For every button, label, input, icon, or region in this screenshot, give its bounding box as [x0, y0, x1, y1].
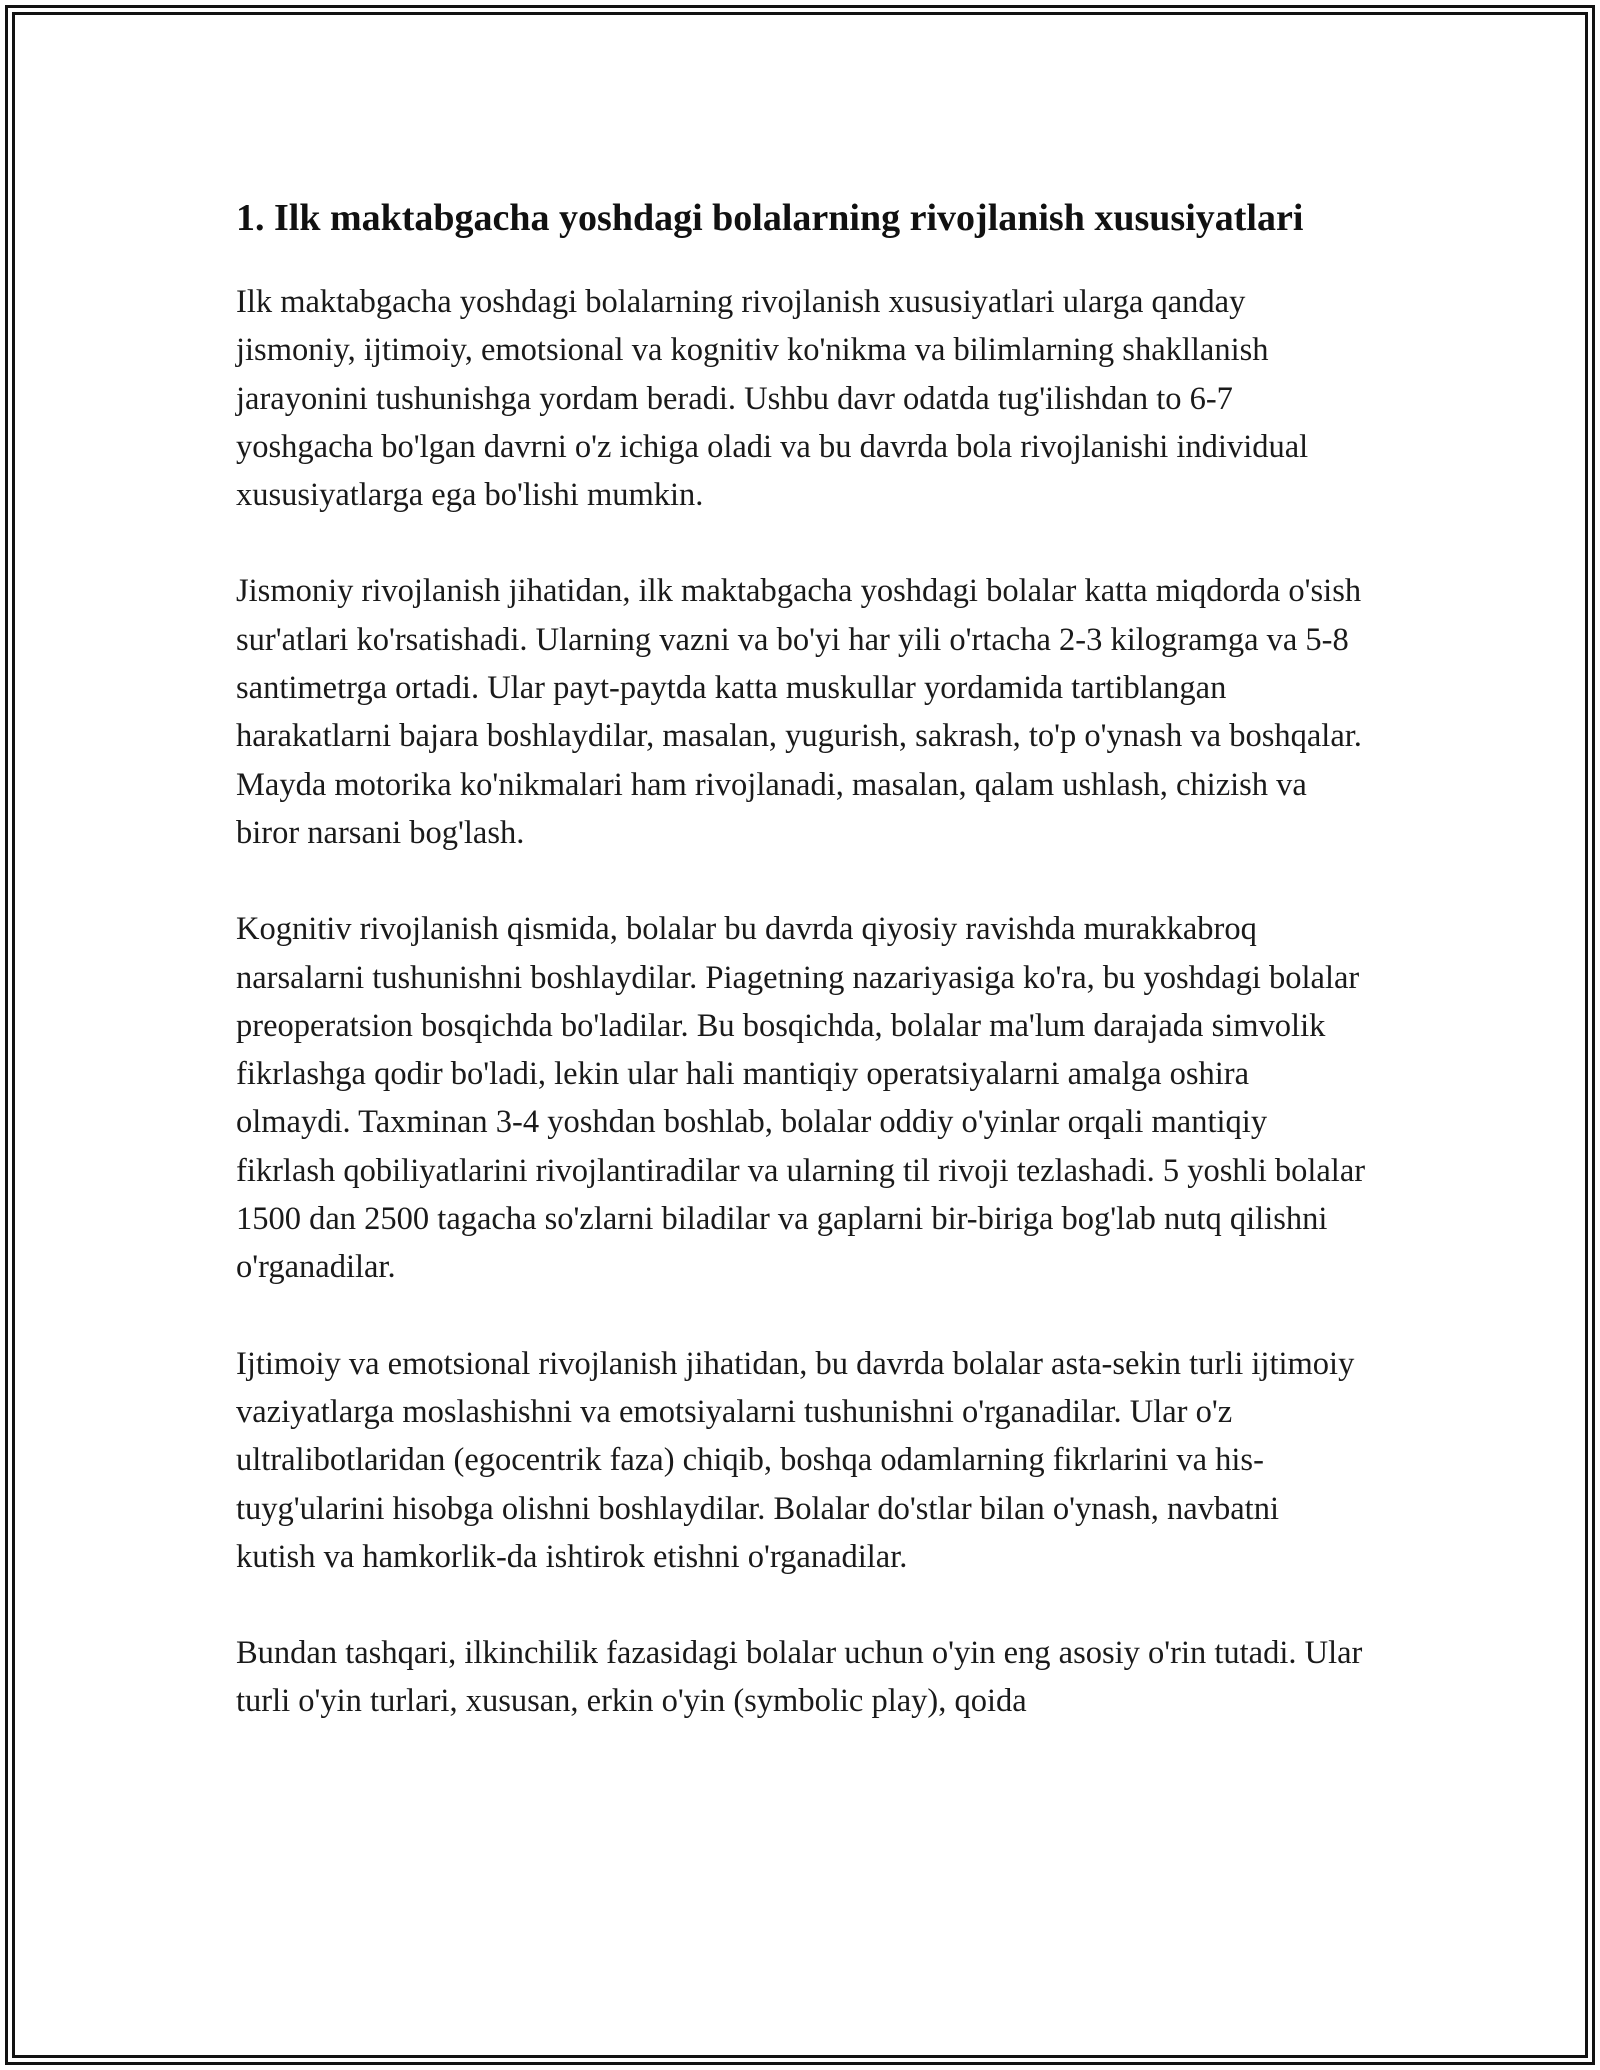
paragraph-cognitive-development: Kognitiv rivojlanish qismida, bolalar bu davrda qiyosiy ravishda murakkabroq narsalarni tushunishni boshlaydilar. Piagetning nazariyasiga ko'ra, bu yoshdagi bolalar preoperatsion bosqichda bo'ladilar. Bu bosqichda, bolalar ma'lum darajada simvolik fikrlashga qodir bo'ladi, lekin ular hali mantiqiy operatsiyalarni amalga oshira olmaydi. Taxminan 3-4 yoshdan boshlab, bolalar oddiy o'yinlar orqali mantiqiy fikrlash qobiliyatlarini rivojlantiradilar va ularning til rivoji tezlashadi. 5 yoshli bolalar 1500 dan 2500 tagacha so'zlarni biladilar va gaplarni bir-biriga bog'lab nutq qilishni o'rganadilar.: [236, 911, 1366, 1286]
paragraph-social-emotional-development: Ijtimoiy va emotsional rivojlanish jihatidan, bu davrda bolalar asta-sekin turli ijtimoiy vaziyatlarga moslashishni va emotsiyalarni tushunishni o'rganadilar. Ular o'z ultralibotlaridan (egocentrik faza) chiqib, boshqa odamlarning fikrlarini va his-tuyg'ularini hisobga olishni boshlaydilar. Bolalar do'stlar bilan o'ynash, navbatni kutish va hamkorlik-da ishtirok etishni o'rganadilar.: [236, 1345, 1355, 1575]
document-body: [236, 190, 1366, 1774]
paragraph-intro: Ilk maktabgacha yoshdagi bolalarning rivojlanish xususiyatlari ularga qanday jismoniy, ijtimoiy, emotsional va kognitiv ko'nikma va bilimlarning shakllanish jarayonini tushunishga yordam beradi. Ushbu davr odatda tug'ilishdan to 6-7 yoshgacha bo'lgan davrni o'z ichiga oladi va bu davrda bola rivojlanishi individual xususiyatlarga ega bo'lishi mumkin.: [236, 284, 1309, 514]
paragraph-physical-development: Jismoniy rivojlanish jihatidan, ilk maktabgacha yoshdagi bolalar katta miqdorda o'sish sur'atlari ko'rsatishadi. Ularning vazni va bo'yi har yili o'rtacha 2-3 kilogramga va 5-8 santimetrga ortadi. Ular payt-paytda katta muskullar yordamida tartiblangan harakatlarni bajara boshlaydilar, masalan, yugurish, sakrash, to'p o'ynash va boshqalar. Mayda motorika ko'nikmalari ham rivojlanadi, masalan, qalam ushlash, chizish va biror narsani bog'lash.: [236, 573, 1362, 851]
paragraph-play: Bundan tashqari, ilkinchilik fazasidagi bolalar uchun o'yin eng asosiy o'rin tutadi. Ular turli o'yin turlari, xususan, erkin o'yin (symbolic play), qoida: [236, 1635, 1363, 1720]
section-heading: 1. Ilk maktabgacha yoshdagi bolalarning rivojlanish xususiyatlari: [236, 197, 1304, 239]
